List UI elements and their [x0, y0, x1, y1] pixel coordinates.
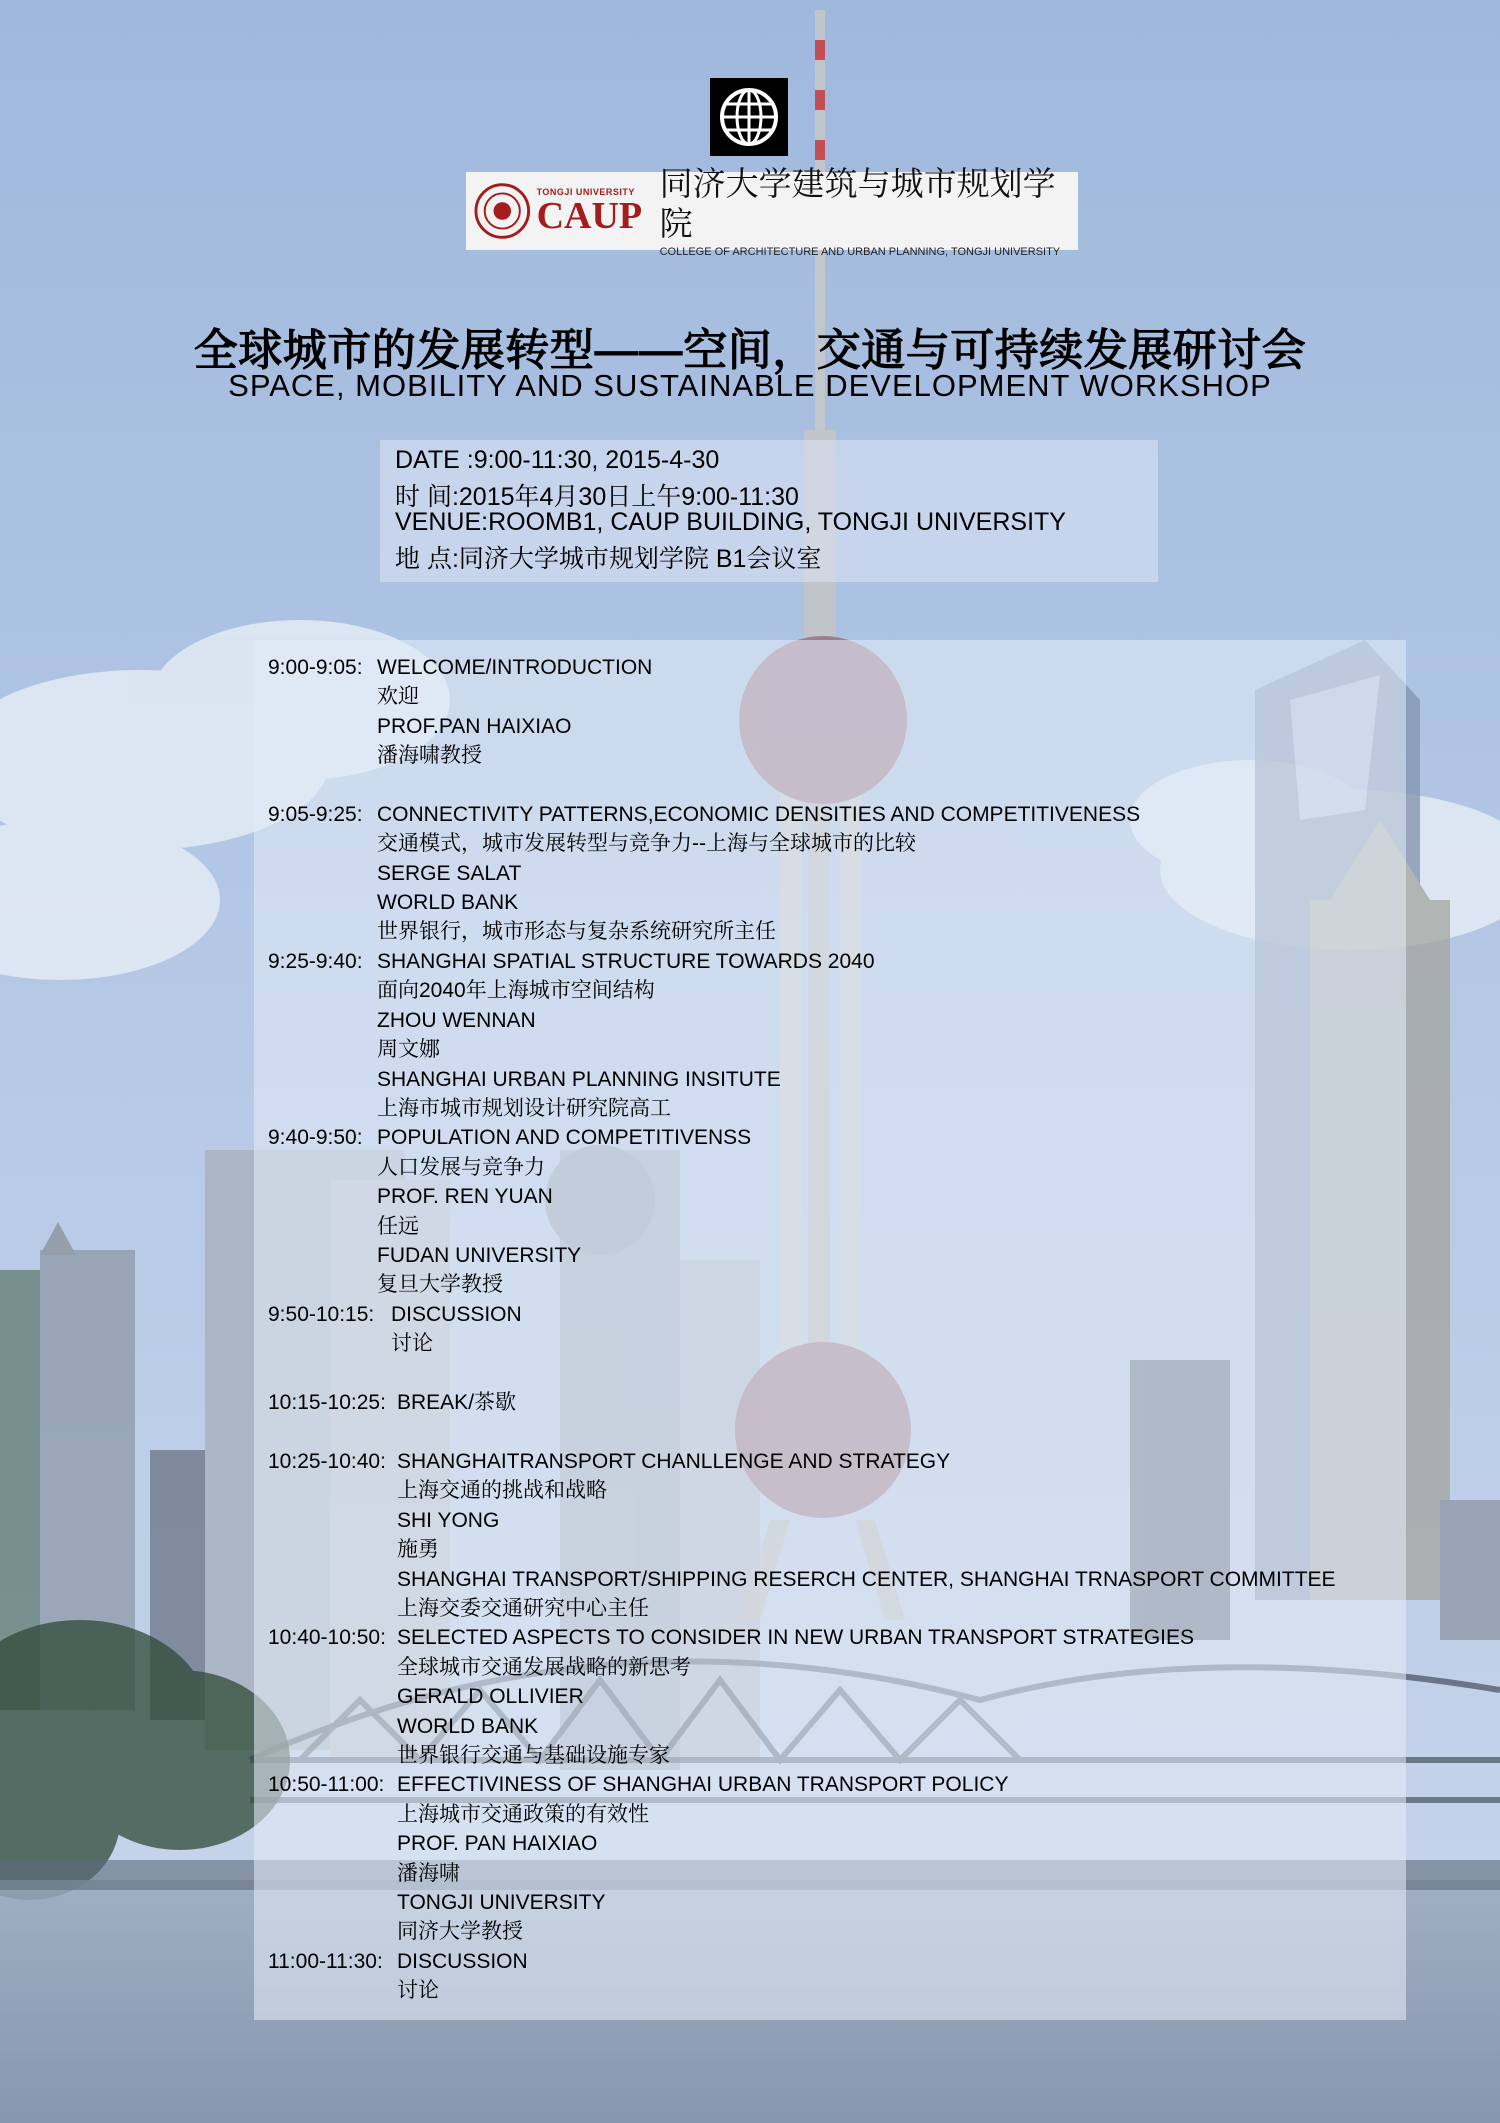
- session-time: 9:05-9:25:: [268, 803, 363, 826]
- session-line: WORLD BANK: [397, 1715, 539, 1738]
- session-line: 上海市城市规划设计研究院高工: [377, 1097, 671, 1120]
- session-line: SERGE SALAT: [377, 862, 522, 885]
- session-line: SHANGHAI SPATIAL STRUCTURE TOWARDS 2040: [377, 950, 875, 973]
- session-line: 世界银行，城市形态与复杂系统研究所主任: [377, 920, 776, 943]
- session-time: 11:00-11:30:: [268, 1950, 383, 1973]
- session-line: 上海交通的挑战和战略: [397, 1479, 607, 1502]
- session-line: SHANGHAI TRANSPORT/SHIPPING RESERCH CENTER, SHANGHAI TRNASPORT COMMITTEE: [397, 1568, 1336, 1591]
- caup-logo-small: TONGJI UNIVERSITY: [536, 187, 635, 197]
- session-line: 交通模式，城市发展转型与竞争力--上海与全球城市的比较: [377, 832, 916, 855]
- session-line: GERALD OLLIVIER: [397, 1685, 584, 1708]
- globe-icon: [716, 84, 782, 150]
- session-line: POPULATION AND COMPETITIVENSS: [377, 1126, 752, 1149]
- session-line: PROF. REN YUAN: [377, 1185, 553, 1208]
- session-line: SHANGHAI URBAN PLANNING INSITUTE: [377, 1068, 781, 1091]
- session-line: 欢迎: [377, 685, 419, 708]
- session-time: 10:40-10:50:: [268, 1626, 386, 1649]
- session-line: 讨论: [397, 1979, 439, 2002]
- session-line: 面向2040年上海城市空间结构: [377, 979, 655, 1002]
- session-line: FUDAN UNIVERSITY: [377, 1244, 582, 1267]
- session-line: 全球城市交通发展战略的新思考: [397, 1656, 691, 1679]
- caup-name: [660, 164, 1078, 258]
- session-line: WORLD BANK: [377, 891, 519, 914]
- session-time: 9:00-9:05:: [268, 656, 363, 679]
- date-en: DATE :9:00-11:30, 2015-4-30: [395, 446, 720, 474]
- session-line: 施勇: [397, 1538, 439, 1561]
- session-line: SELECTED ASPECTS TO CONSIDER IN NEW URBAN TRANSPORT STRATEGIES: [397, 1626, 1194, 1649]
- caup-name-en: COLLEGE OF ARCHITECTURE AND URBAN PLANNING, TONGJI UNIVERSITY: [659, 246, 1061, 258]
- session-time: 9:40-9:50:: [268, 1126, 363, 1149]
- venue-cn: 地 点:同济大学城市规划学院 B1会议室: [395, 545, 822, 573]
- session-line: SHI YONG: [397, 1509, 500, 1532]
- title-en: SPACE, MOBILITY AND SUSTAINABLE DEVELOPMENT WORKSHOP: [228, 368, 1272, 403]
- date-cn: 时 间:2015年4月30日上午9:00-11:30: [395, 483, 799, 511]
- caup-logo-big: CAUP: [536, 195, 643, 237]
- session-line: CONNECTIVITY PATTERNS,ECONOMIC DENSITIES AND COMPETITIVENESS: [377, 803, 1141, 826]
- session-line: EFFECTIVINESS OF SHANGHAI URBAN TRANSPORT POLICY: [397, 1773, 1009, 1796]
- session-line: 周文娜: [377, 1038, 440, 1061]
- session-time: 9:50-10:15:: [268, 1303, 375, 1326]
- session-line: TONGJI UNIVERSITY: [397, 1891, 606, 1914]
- session-line: 讨论: [391, 1332, 433, 1355]
- session-line: 潘海啸: [397, 1862, 460, 1885]
- caup-name-cn: 同济大学建筑与城市规划学院: [659, 165, 1056, 242]
- session-line: SHANGHAITRANSPORT CHANLLENGE AND STRATEGY: [397, 1450, 951, 1473]
- session-time: 10:15-10:25:: [268, 1391, 386, 1414]
- session-line: 世界银行交通与基础设施专家: [397, 1744, 670, 1767]
- session-line: 复旦大学教授: [377, 1273, 503, 1296]
- session-line: PROF.PAN HAIXIAO: [377, 715, 572, 738]
- session-time: 10:25-10:40:: [268, 1450, 386, 1473]
- session-time: 9:25-9:40:: [268, 950, 363, 973]
- session-line: WELCOME/INTRODUCTION: [377, 656, 653, 679]
- session-line: 潘海啸教授: [377, 744, 482, 767]
- session-line: 任远: [377, 1215, 419, 1238]
- session-line: DISCUSSION: [397, 1950, 528, 1973]
- caup-logo-banner: [466, 165, 1078, 258]
- session-line: DISCUSSION: [391, 1303, 522, 1326]
- session-line: 同济大学教授: [397, 1920, 523, 1943]
- tongji-seal-icon: [474, 182, 531, 240]
- world-bank-logo: [710, 78, 788, 156]
- caup-brand: [537, 187, 654, 235]
- session-line: PROF. PAN HAIXIAO: [397, 1832, 598, 1855]
- session-line: 上海城市交通政策的有效性: [397, 1803, 649, 1826]
- title-cn: 全球城市的发展转型——空间，交通与可持续发展研讨会: [193, 326, 1307, 375]
- venue-en: VENUE:ROOMB1, CAUP BUILDING, TONGJI UNIVERSITY: [395, 508, 1066, 536]
- session-line: 上海交委交通研究中心主任: [397, 1597, 649, 1620]
- session-time: 10:50-11:00:: [268, 1773, 385, 1796]
- session-line: 人口发展与竞争力: [377, 1156, 545, 1179]
- session-line: ZHOU WENNAN: [377, 1009, 536, 1032]
- session-line: BREAK/茶歇: [397, 1391, 517, 1414]
